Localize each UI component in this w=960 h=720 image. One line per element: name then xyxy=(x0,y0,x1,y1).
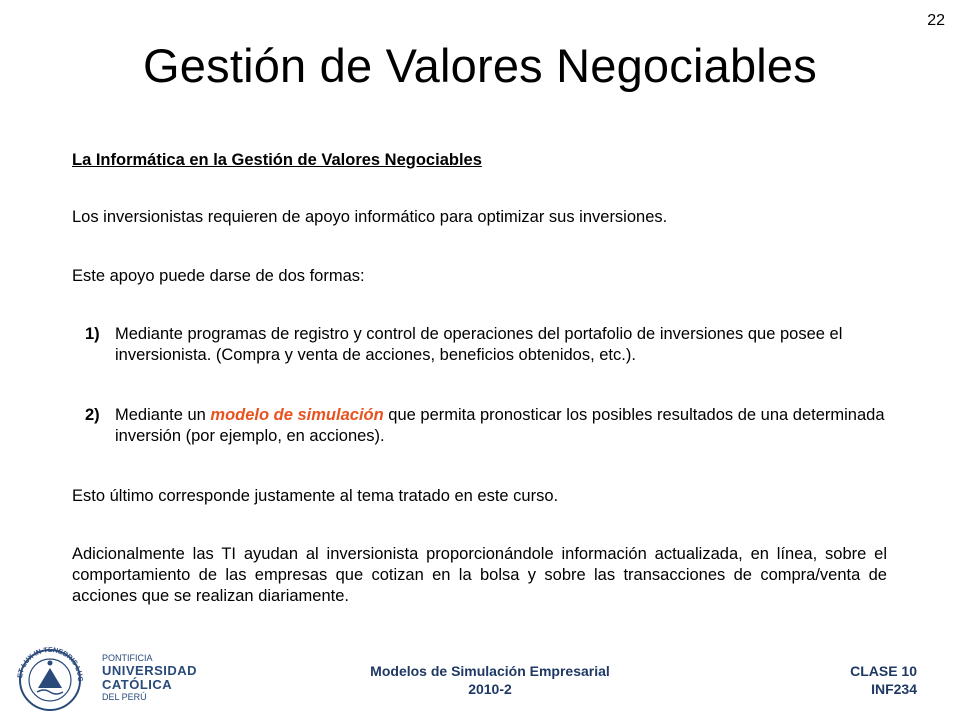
list-item-number: 2) xyxy=(85,406,100,424)
seal-motto: ET LUX IN TENEBRIS LUC xyxy=(17,646,84,682)
paragraph-curso: Esto último corresponde justamente al tema tratado en este curso. xyxy=(72,487,559,505)
paragraph-adicionalmente: Adicionalmente las TI ayudan al inversionista proporcionándole información actualizada, en línea, sobre el comportamiento de las empresas que cotizan en la bolsa y sobre las transacciones de compra/venta de acciones que se realizan diariamente. xyxy=(72,545,887,605)
list-item-text xyxy=(115,405,915,447)
footer-class-info xyxy=(780,662,917,698)
list-item-text-after: que permita pronosticar los posibles resultados de una determinada inversión (por ejemplo, en acciones). xyxy=(115,406,885,445)
footer-course-name: Modelos de Simulación Empresarial xyxy=(370,663,610,679)
footer-clase: CLASE 10 xyxy=(850,663,917,679)
logo-catolica: CATÓLICA xyxy=(102,677,173,692)
section-subtitle: La Informática en la Gestión de Valores Negociables xyxy=(72,151,482,169)
list-item-text: Mediante programas de registro y control de operaciones del portafolio de inversiones que posee el inversionista. (Compra y venta de acciones, beneficios obtenidos, etc.). xyxy=(115,325,843,364)
slide-title: Gestión de Valores Negociables xyxy=(143,39,817,92)
paragraph-formas: Este apoyo puede darse de dos formas: xyxy=(72,267,365,285)
logo-del-peru: DEL PERÚ xyxy=(102,692,147,702)
footer-term: 2010-2 xyxy=(468,681,512,697)
university-seal-icon xyxy=(10,640,90,712)
paragraph-inversionistas: Los inversionistas requieren de apoyo informático para optimizar sus inversiones. xyxy=(72,208,668,226)
highlight-modelo-simulacion: modelo de simulación xyxy=(210,406,384,424)
slide-number: 22 xyxy=(927,12,945,29)
footer-code: INF234 xyxy=(871,681,917,697)
university-logo xyxy=(10,640,200,712)
list-item-number: 1) xyxy=(85,325,100,343)
list-item-text-before: Mediante un xyxy=(115,406,211,424)
footer-course xyxy=(340,662,640,698)
logo-pontificia: PONTIFICIA xyxy=(102,653,153,663)
logo-universidad: UNIVERSIDAD xyxy=(102,663,198,678)
